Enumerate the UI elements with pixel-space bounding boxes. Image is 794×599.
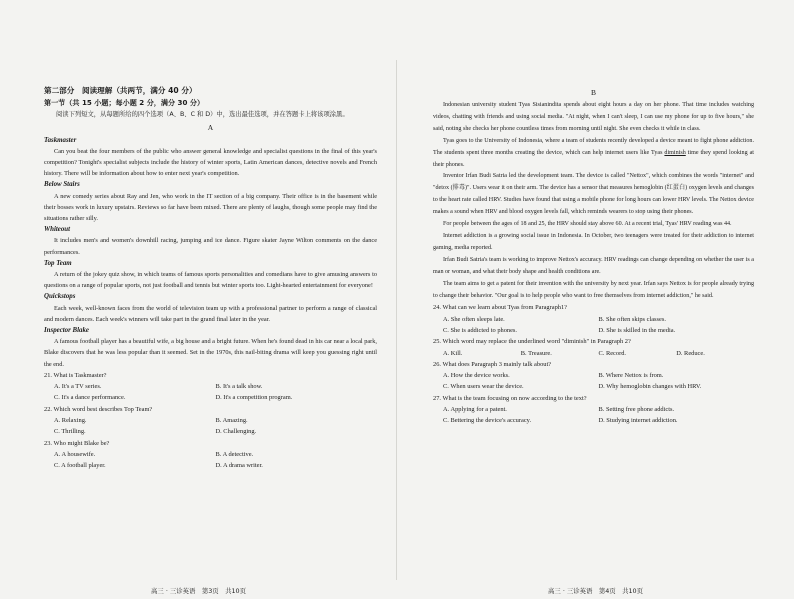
answer-option[interactable]: C. She is addicted to phones.	[443, 327, 518, 334]
answer-option[interactable]: C. When users wear the device.	[443, 383, 524, 391]
question-stem: 25. Which word may replace the underlined word "diminish" in Paragraph 2?	[433, 338, 631, 346]
page-footer: 高三 · 三诊英语 第3页 共10页	[151, 587, 246, 595]
passage-label-b: B	[590, 88, 596, 97]
program-description: A new comedy series about Ray and Jen, who work in the IT section of a big company. Their office is in the basement while their bosses work in luxury upstairs. Reviews so far have been mixed. There are plenty of laughs, though some people may find the situations rather silly.	[44, 192, 377, 222]
answer-option[interactable]: C. Bettering the device's accuracy.	[443, 417, 532, 425]
paragraph-6: Irfan Budi Satria's team is working to improve Nettox's accuracy. HRV readings can change depending on whether the user is a man or woman, and what their body shape and health conditions are.	[433, 256, 754, 275]
program-title: Taskmaster	[44, 136, 77, 144]
option-grid	[44, 415, 377, 438]
answer-option[interactable]: B. A detective.	[215, 450, 254, 458]
paragraph-3: Inventor Irfan Budi Satria led the development team. The device is called "Nettox", which combines the words "internet" and "detox (排毒)". Users wear it on their arm. The device has a sensor that measures hemoglobin (红蛋白) oxygen levels and changes to the heart rate called HRV. Studies have found that using a mobile phone for long hours can lower HRV levels. The Nettox device makes a sound when HRV and blood oxygen levels fall, which reminds wearers to stop using their phones.	[433, 173, 754, 216]
answer-option[interactable]: C. Record.	[598, 349, 627, 357]
paragraph-2-before: Tyas goes to the University of Indonesia, where a team of students recently developed a device meant to fight phone addiction. The students spent three months creating the device, which can help internet users like Tyas	[433, 137, 754, 156]
answer-option[interactable]: A. She often sleeps late.	[443, 315, 505, 323]
option-grid	[433, 404, 754, 427]
paragraph-5: Internet addiction is a growing social issue in Indonesia. In October, two teenagers were treated for their addiction to internet gaming, media reported.	[433, 232, 754, 251]
program-description: It includes men's and women's downhill racing, jumping and ice dance. Figure skater Jayne Wilton comments on the dance performances.	[44, 237, 377, 256]
question-list	[44, 370, 377, 472]
question-stem: 22. Which word best describes Top Team?	[44, 405, 153, 413]
program-description: A famous football player has a beautiful wife, a big house and a bright future. When he's found dead in his car near a local park, Blake discovers that he was less popular than it seemed. Set in the 1970s, this nail-biting drama will keep you guessing right until the end.	[44, 338, 377, 368]
paragraph-2	[433, 136, 754, 172]
paragraph-2-after: time they spend looking at their phones.	[433, 149, 754, 168]
answer-option[interactable]: A. Kill.	[443, 349, 463, 357]
answer-option[interactable]: D. She is skilled in the media.	[598, 327, 676, 334]
option-grid	[433, 314, 754, 337]
answer-option[interactable]: A. A housewife.	[54, 450, 96, 458]
answer-option[interactable]: C. It's a dance performance.	[54, 394, 126, 402]
program-title: Top Team	[44, 259, 72, 267]
program-description: A return of the jokey quiz show, in which teams of famous sports personalities and comedians have to give amusing answers to questions on a range of popular sports, not just football and tennis but winter sports too. Light-hearted entertainment for everyone!	[44, 270, 377, 290]
answer-option[interactable]: A. Applying for a patent.	[443, 406, 507, 414]
answer-option[interactable]: D. Reduce.	[676, 349, 705, 357]
question-stem: 24. What can we learn about Tyas from Paragraph1?	[433, 304, 568, 312]
answer-option[interactable]: B. Amazing.	[215, 416, 248, 424]
answer-option[interactable]: B. She often skips classes.	[598, 315, 666, 323]
question-stem: 21. What is Taskmaster?	[44, 371, 107, 379]
program-list	[44, 135, 377, 370]
question-stem: 26. What does Paragraph 3 mainly talk about?	[433, 360, 552, 368]
paragraph-1: Indonesian university student Tyas Sisianindita spends about eight hours a day on her phone. That time includes watching videos, chatting with friends and using social media. "At night, when I can't sleep, I can use my phone for up to five hours," she said, noting she checks her phone countless times from morning until night. She even checks it while in class.	[433, 102, 754, 132]
underlined-word: diminish	[664, 149, 686, 156]
answer-option[interactable]: A. Relaxing.	[54, 416, 87, 424]
question-list	[433, 302, 754, 426]
answer-option[interactable]: A. It's a TV series.	[54, 383, 102, 391]
subsection-title: 第一节（共 15 小题；每小题 2 分，满分 30 分）	[44, 98, 205, 107]
answer-option[interactable]: C. A football player.	[54, 462, 106, 470]
answer-option[interactable]: D. Challenging.	[215, 428, 257, 436]
program-title: Inspector Blake	[44, 326, 89, 334]
program-title: Quickstops	[44, 293, 76, 301]
program-description: Can you beat the four members of the public who answer general knowledge and specialist questions in the final of this year's competition? Tonight's specialist subjects include the history of winter sports, Latin American dances, detective novels and French history. There will be information about how to enter next year's competition.	[44, 147, 377, 178]
answer-option[interactable]: A. How the device works.	[443, 372, 510, 380]
program-description: Each week, well-known faces from the world of television team up with a professional partner to perform a range of classical and modern dances. Each week's winners will take part in the grand final later in the year.	[44, 304, 377, 323]
answer-option[interactable]: D. It's a competition program.	[215, 394, 293, 402]
answer-option[interactable]: B. Where Nettox is from.	[598, 372, 664, 380]
right-page	[397, 0, 794, 599]
paragraph-4: For people between the ages of 18 and 25, the HRV should stay above 60. At a recent trial, Tyas' HRV reading was 44.	[443, 221, 732, 228]
answer-option[interactable]: C. Thrilling.	[54, 428, 86, 436]
program-title: Below Stairs	[44, 181, 80, 189]
answer-option[interactable]: D. Why hemoglobin changes with HRV.	[598, 383, 702, 391]
answer-option[interactable]: B. Setting free phone addicts.	[598, 406, 675, 414]
passage-label-a: A	[207, 122, 214, 132]
page-footer: 高三 · 三诊英语 第4页 共10页	[548, 587, 643, 595]
answer-option[interactable]: D. A drama writer.	[215, 462, 263, 470]
answer-option[interactable]: B. Treasure.	[520, 349, 552, 357]
answer-option[interactable]: B. It's a talk show.	[215, 383, 263, 391]
option-grid	[44, 449, 377, 472]
paragraph-7: The team aims to get a patent for their invention with the university by next year. Irfan says Nettox is for people already trying to change their behavior. "Our goal is to help people who want to free themselves from internet addiction," he said.	[433, 280, 754, 299]
question-stem: 27. What is the team focusing on now according to the text?	[433, 394, 587, 402]
option-grid	[433, 348, 754, 359]
question-stem: 23. Who might Blake be?	[44, 439, 110, 447]
option-grid	[433, 370, 754, 393]
answer-option[interactable]: D. Studying internet addiction.	[598, 417, 678, 425]
section-title: 第二部分 阅读理解（共两节，满分 40 分）	[44, 86, 197, 95]
option-grid	[44, 381, 377, 404]
program-title: Whiteout	[44, 226, 71, 234]
instruction-text: 阅读下列短文，从每题所给的四个选项（A、B、C 和 D）中，选出最佳选项，并在答题卡上将该项涂黑。	[56, 111, 349, 118]
